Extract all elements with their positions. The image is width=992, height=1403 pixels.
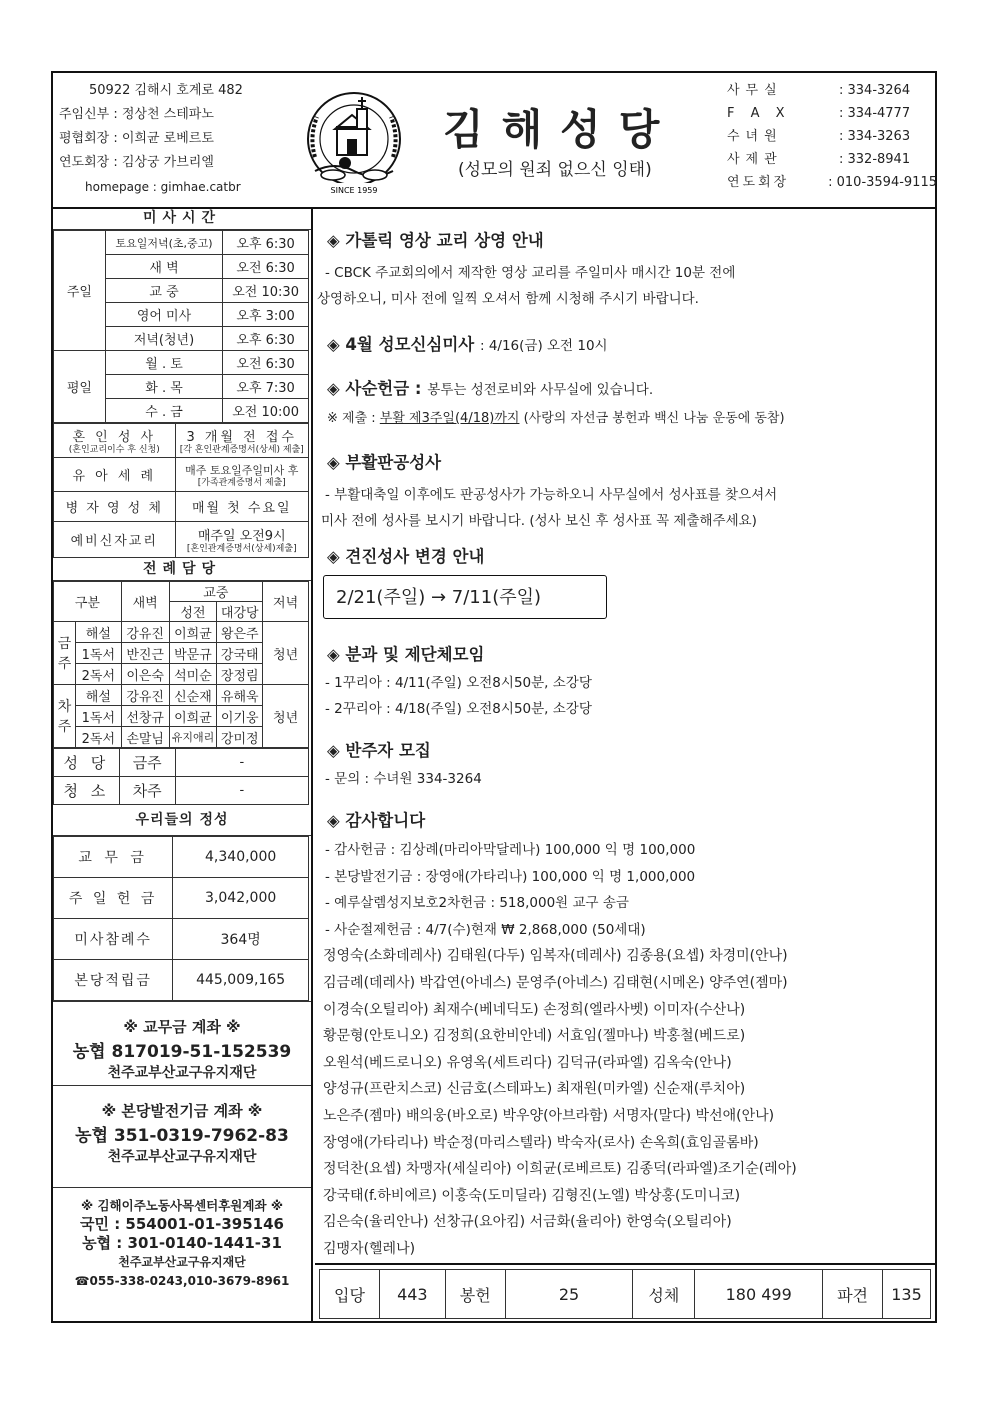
table-row: 주 일 헌 금 3,042,000: [54, 878, 309, 919]
thanks-line: 김은숙(율리안나) 선창규(요아킴) 서금화(율리아) 한영숙(오틸리아): [323, 1214, 732, 1231]
table-row: 수 . 금 오전 10:00: [54, 399, 309, 423]
offerings-title: 우리들의 정성: [53, 805, 311, 836]
table-row: 1독서 선창규 이희균 이기웅: [54, 706, 309, 727]
mass-stats: [315, 1263, 935, 1323]
table-row: 영어 미사 오후 3:00: [54, 303, 309, 327]
contact-fax: F A X : 334-4777: [727, 106, 911, 121]
thanks-line: 김맹자(헬레나): [323, 1240, 416, 1257]
table-row: 새 벽 오전 6:30: [54, 255, 309, 279]
table-row: 주일 토요일저녁(초,중고) 오후 6:30: [54, 231, 309, 255]
thanks-line: 정덕찬(요셉) 차맹자(세실리아) 이희균(로베르토) 김종덕(라파엘)조기순(레아): [323, 1161, 797, 1178]
table-row: 평일 월 . 토 오전 6:30: [54, 351, 309, 375]
table-row: 병 자 영 성 체 매월 첫 수요일: [54, 492, 309, 522]
notice-organist-title: ◈ 반주자 모집: [327, 741, 431, 760]
notice-thanks-title: ◈ 감사합니다: [327, 811, 426, 830]
thanks-line: - 감사헌금 : 김상례(마리아막달레나) 100,000 익 명 100,000: [325, 842, 696, 858]
table-row: 2독서 손말님 유지애리 강미정: [54, 727, 309, 748]
confirmation-date-box: 2/21(주일) → 7/11(주일): [323, 575, 607, 619]
thanks-line: 정영숙(소화데레사) 김태원(다두) 임복자(데레사) 김종용(요셉) 차경미(안나): [323, 948, 788, 965]
tithe-account: ※ 교무금 계좌 ※ 농협 817019-51-152539 천주교부산교구유지재단: [53, 1001, 311, 1085]
parish-logo-icon: [295, 87, 413, 197]
table-row: 본당적립금 445,009,165: [54, 960, 309, 1001]
table-row: 화 . 목 오후 7:30: [54, 375, 309, 399]
notice-video-line2: 상영하오니, 미사 전에 일찍 오셔서 함께 시청해 주시기 바랍니다.: [317, 291, 699, 307]
contact-elders: 연도회장 : 010-3594-9115: [727, 175, 937, 190]
table-row: 1독서 반진근 박문규 강국태: [54, 643, 309, 664]
sacrament-table: [53, 423, 309, 558]
bulletin-header: [53, 73, 935, 209]
parish-address: 50922 김해시 호계로 482: [89, 83, 243, 98]
liturgy-table: [53, 581, 309, 748]
bulletin-page: [51, 71, 937, 1323]
notice-easter-confession-line2: 미사 전에 성사를 보시기 바랍니다. (성사 보신 후 성사표 꼭 제출해주세요): [321, 513, 757, 529]
contact-rectory: 사제관 : 332-8941: [727, 152, 911, 167]
elders-president-line: 연도회장 : 김상궁 가브리엘: [59, 155, 214, 170]
council-president-line: 평협회장 : 이희균 로베르토: [59, 131, 214, 146]
table-row: 저녁(청년) 오후 6:30: [54, 327, 309, 351]
pastor-line: 주임신부 : 정상천 스테파노: [59, 107, 214, 122]
table-row: 구분 새벽 교중 저녁: [54, 582, 309, 602]
mass-times-title: 미사시간: [53, 207, 311, 230]
mass-stats-table: [319, 1269, 931, 1319]
notices-column: [313, 207, 935, 1321]
thanks-line: 황문형(안토니오) 김정희(요한비안네) 서효임(젤마나) 박홍철(베드로): [323, 1028, 746, 1045]
notice-video-line1: - CBCK 주교회의에서 제작한 영상 교리를 주일미사 매시간 10분 전에: [325, 265, 736, 281]
thanks-line: 장영애(가타리나) 박순정(마리스텔라) 박숙자(로사) 손옥희(효임골롬바): [323, 1134, 759, 1151]
thanks-line: 김금례(데레사) 박갑연(아네스) 문영주(아네스) 김태현(시메온) 양주연(젬마): [323, 974, 788, 991]
notice-lent-offering: ◈ 사순헌금 : 봉투는 성전로비와 사무실에 있습니다.: [327, 379, 654, 398]
contact-convent: 수녀원 : 334-3263: [727, 129, 911, 144]
sunday-label: 주일: [54, 231, 106, 351]
notice-confirmation-title: ◈ 견진성사 변경 안내: [327, 547, 485, 566]
table-row: 성 당 금주 -: [54, 749, 309, 777]
table-row: 유 아 세 례 매주 토요일주일미사 후 [가족관계증명서 제출]: [54, 458, 309, 492]
table-row: 입당 443 봉헌 25 성체 180 499 파견 135: [320, 1270, 931, 1319]
notice-meetings-title: ◈ 분과 및 제단체모임: [327, 645, 485, 664]
table-row: 차주 해설 강유진 신순재 유해욱 청년: [54, 685, 309, 706]
liturgy-title: 전례담당: [53, 558, 311, 581]
table-row: 청 소 차주 -: [54, 777, 309, 805]
thanks-line: 이경숙(오틸리아) 최재수(베네딕도) 손정희(엘라사벳) 이미자(수산나): [323, 1001, 746, 1018]
logo-since-text: SINCE 1959: [330, 186, 378, 195]
notice-easter-confession-title: ◈ 부활판공성사: [327, 453, 442, 472]
notice-organist-line1: - 문의 : 수녀원 334-3264: [325, 771, 482, 787]
parish-info: [59, 79, 299, 199]
mass-times-table: [53, 230, 309, 423]
thanks-line: 오원석(베드로니오) 유영옥(세트리다) 김덕규(라파엘) 김옥숙(안나): [323, 1054, 732, 1071]
notice-meetings-line1: - 1꾸리아 : 4/11(주일) 오전8시50분, 소강당: [325, 675, 592, 691]
notice-meetings-line2: - 2꾸리아 : 4/18(주일) 오전8시50분, 소강당: [325, 701, 592, 717]
table-row: 예비신자교리 매주일 오전9시 [혼인관계증명서(상세)제출]: [54, 522, 309, 558]
thanks-line: - 사순절제헌금 : 4/7(수)현재 ₩ 2,868,000 (50세대): [325, 921, 646, 938]
table-row: 교 중 오전 10:30: [54, 279, 309, 303]
offerings-table: [53, 836, 309, 1001]
contact-office: 사무실 : 334-3264: [727, 83, 911, 98]
page-subtitle: (성모의 원죄 없으신 잉태): [458, 160, 652, 180]
thanks-line: 강국태(f.하비에르) 이홍숙(도미딜라) 김형진(노엘) 박상홍(도미니코): [323, 1187, 741, 1204]
contact-list: [727, 79, 937, 194]
thanks-line: 양성규(프란치스코) 신금호(스테파노) 최재원(미카엘) 신순재(루치아): [323, 1081, 746, 1098]
table-row: 미사참례수 364명: [54, 919, 309, 960]
migrant-center-account: ※ 김해이주노동사목센터후원계좌 ※ 국민 : 554001-01-395146 농협 : 301-0140-1441-31 천주교부산교구유지재단 ☎055-338-0243,010-3679-8961: [53, 1187, 311, 1297]
notice-marian-mass: ◈ 4월 성모신심미사 : 4/16(금) 오전 10시: [327, 335, 608, 354]
table-row: 혼 인 성 사 (혼인교리이수 후 신청) 3 개월 전 접수 [각 혼인관계증명서(상세) 제출]: [54, 424, 309, 458]
notice-video-title: ◈ 가톨릭 영상 교리 상영 안내: [327, 231, 544, 250]
table-row: 성전 대강당: [54, 602, 309, 622]
notice-lent-submit: ※ 제출 : 부활 제3주일(4/18)까지 (사랑의 자선금 봉헌과 백신 나눔 운동에 동참): [327, 411, 785, 426]
thanks-line: - 예루살렘성지보호2차헌금 : 518,000원 교구 송금: [325, 895, 629, 912]
homepage-line: homepage : gimhae.catbr: [85, 180, 241, 194]
page-title: 김해성당: [443, 105, 678, 154]
thanks-list: [325, 837, 937, 1263]
table-row: 금주 해설 강유진 이희균 왕은주 청년: [54, 622, 309, 643]
left-column: [53, 207, 313, 1321]
table-row: 2독서 이은숙 석미순 장정림: [54, 664, 309, 685]
thanks-line: - 본당발전기금 : 장영애(가타리나) 100,000 익 명 1,000,000: [325, 868, 696, 885]
weekday-label: 평일: [54, 351, 106, 423]
thanks-line: 노은주(젬마) 배의웅(바오로) 박우양(아브라함) 서명자(말다) 박선애(안나): [323, 1107, 775, 1124]
altar-cleaning-table: [53, 748, 309, 805]
table-row: 교 무 금 4,340,000: [54, 837, 309, 878]
development-fund-account: ※ 본당발전기금 계좌 ※ 농협 351-0319-7962-83 천주교부산교구유지재단: [53, 1085, 311, 1187]
notice-easter-confession-line1: - 부활대축일 이후에도 판공성사가 가능하오니 사무실에서 성사표를 찾으셔서: [325, 487, 778, 503]
